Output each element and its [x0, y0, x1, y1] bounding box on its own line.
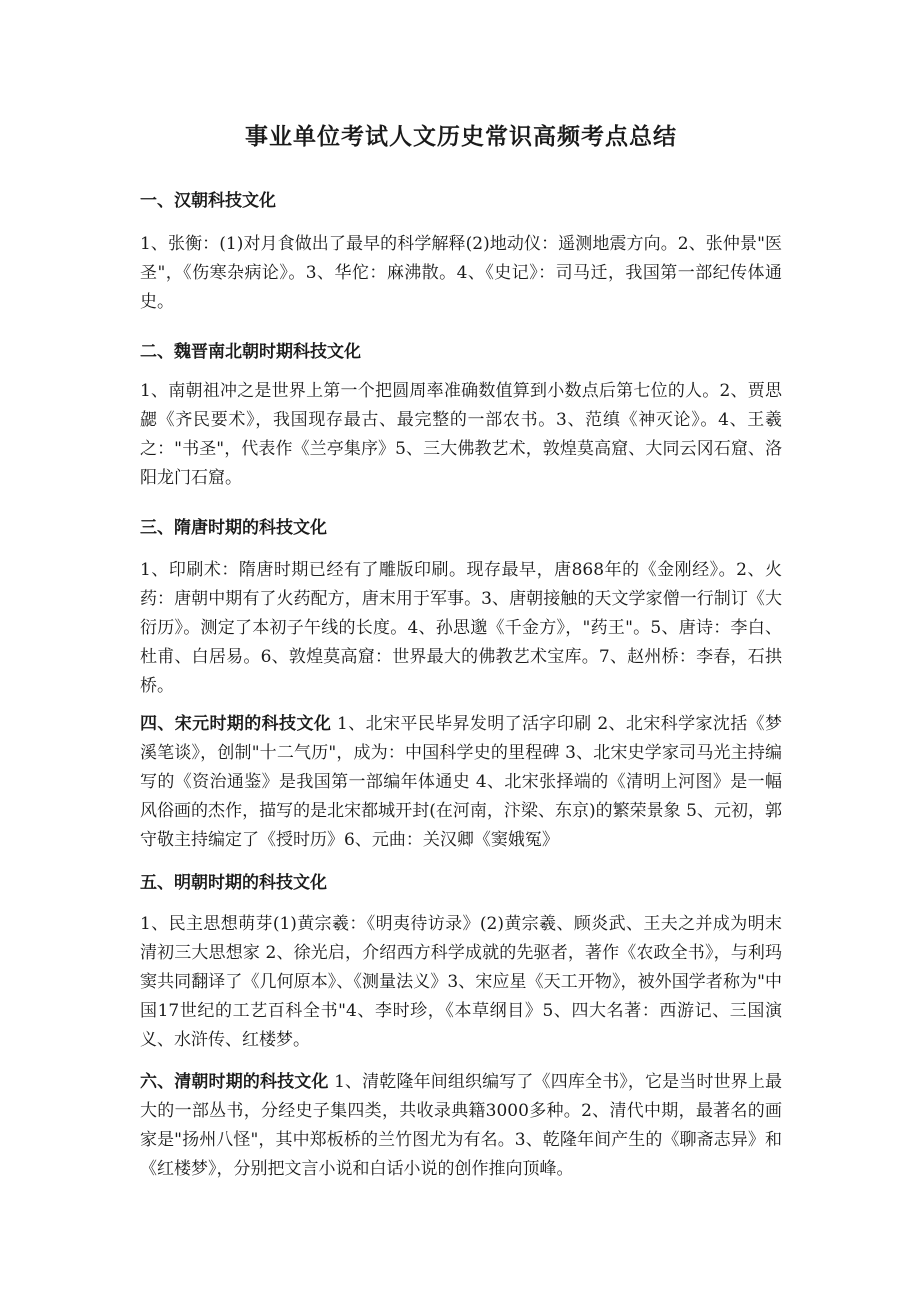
section-body-songyuan: 1、北宋平民毕昇发明了活字印刷 2、北宋科学家沈括《梦溪笔谈》，创制"十二气历"，成为：中国科学史的里程碑 3、北宋史学家司马光主持编写的《资治通鉴》是我国第一部编年体通史 4、北宋张择端的《清明上河图》是一幅风俗画的杰作，描写的是北宋都城开封(在河南，汴梁、东京)的繁荣景象 5、元初，郭守敬主持编定了《授时历》6、元曲：关汉卿《窦娥冤》: [140, 714, 782, 850]
section-body-ming: 1、民主思想萌芽(1)黄宗羲：《明夷待访录》(2)黄宗羲、顾炎武、王夫之并成为明末清初三大思想家 2、徐光启，介绍西方科学成就的先驱者，著作《农政全书》，与利玛窦共同翻译了《几何原本》、《测量法义》3、宋应星《天工开物》，被外国学者称为"中国17世纪的工艺百科全书"4、李时珍，《本草纲目》5、四大名著：西游记、三国演义、水浒传、红楼梦。: [140, 914, 782, 1050]
section-heading-suitang: 三、隋唐时期的科技文化: [140, 518, 327, 538]
document-title: 事业单位考试人文历史常识高频考点总结: [245, 123, 677, 150]
section-heading-weijin: 二、魏晋南北朝时期科技文化: [140, 342, 361, 362]
section-heading-songyuan: 四、宋元时期的科技文化: [140, 714, 332, 734]
section-heading-qing: 六、清朝时期的科技文化: [140, 1072, 329, 1092]
section-heading-ming: 五、明朝时期的科技文化: [140, 873, 327, 893]
section-body-han: 1、张衡：(1)对月食做出了最早的科学解释(2)地动仪：遥测地震方向。2、张仲景"医圣"，《伤寒杂病论》。3、华佗：麻沸散。4、《史记》：司马迁，我国第一部纪传体通史。: [140, 234, 782, 312]
section-body-qing: 1、清乾隆年间组织编写了《四库全书》，它是当时世界上最大的一部丛书，分经史子集四类，共收录典籍3000多种。2、清代中期，最著名的画家是"扬州八怪"，其中郑板桥的兰竹图尤为有名。3、乾隆年间产生的《聊斋志异》和《红楼梦》，分别把文言小说和白话小说的创作推向顶峰。: [140, 1072, 783, 1179]
section-heading-han: 一、汉朝科技文化: [140, 191, 276, 211]
section-songyuan: [140, 710, 782, 855]
section-qing: [140, 1068, 782, 1184]
section-body-suitang: 1、印刷术：隋唐时期已经有了雕版印刷。现存最早，唐868年的《金刚经》。2、火药：唐朝中期有了火药配方，唐末用于军事。3、唐朝接触的天文学家僧一行制订《大衍历》。测定了本初子午线的长度。4、孙思邈《千金方》，"药王"。5、唐诗：李白、杜甫、白居易。6、敦煌莫高窟：世界最大的佛教艺术宝库。7、赵州桥：李春，石拱桥。: [140, 560, 782, 696]
section-body-weijin: 1、南朝祖冲之是世界上第一个把圆周率准确数值算到小数点后第七位的人。2、贾思勰《齐民要术》，我国现存最古、最完整的一部农书。3、范缜《神灭论》。4、王羲之："书圣"，代表作《兰亭集序》5、三大佛教艺术，敦煌莫高窟、大同云冈石窟、洛阳龙门石窟。: [140, 381, 782, 488]
